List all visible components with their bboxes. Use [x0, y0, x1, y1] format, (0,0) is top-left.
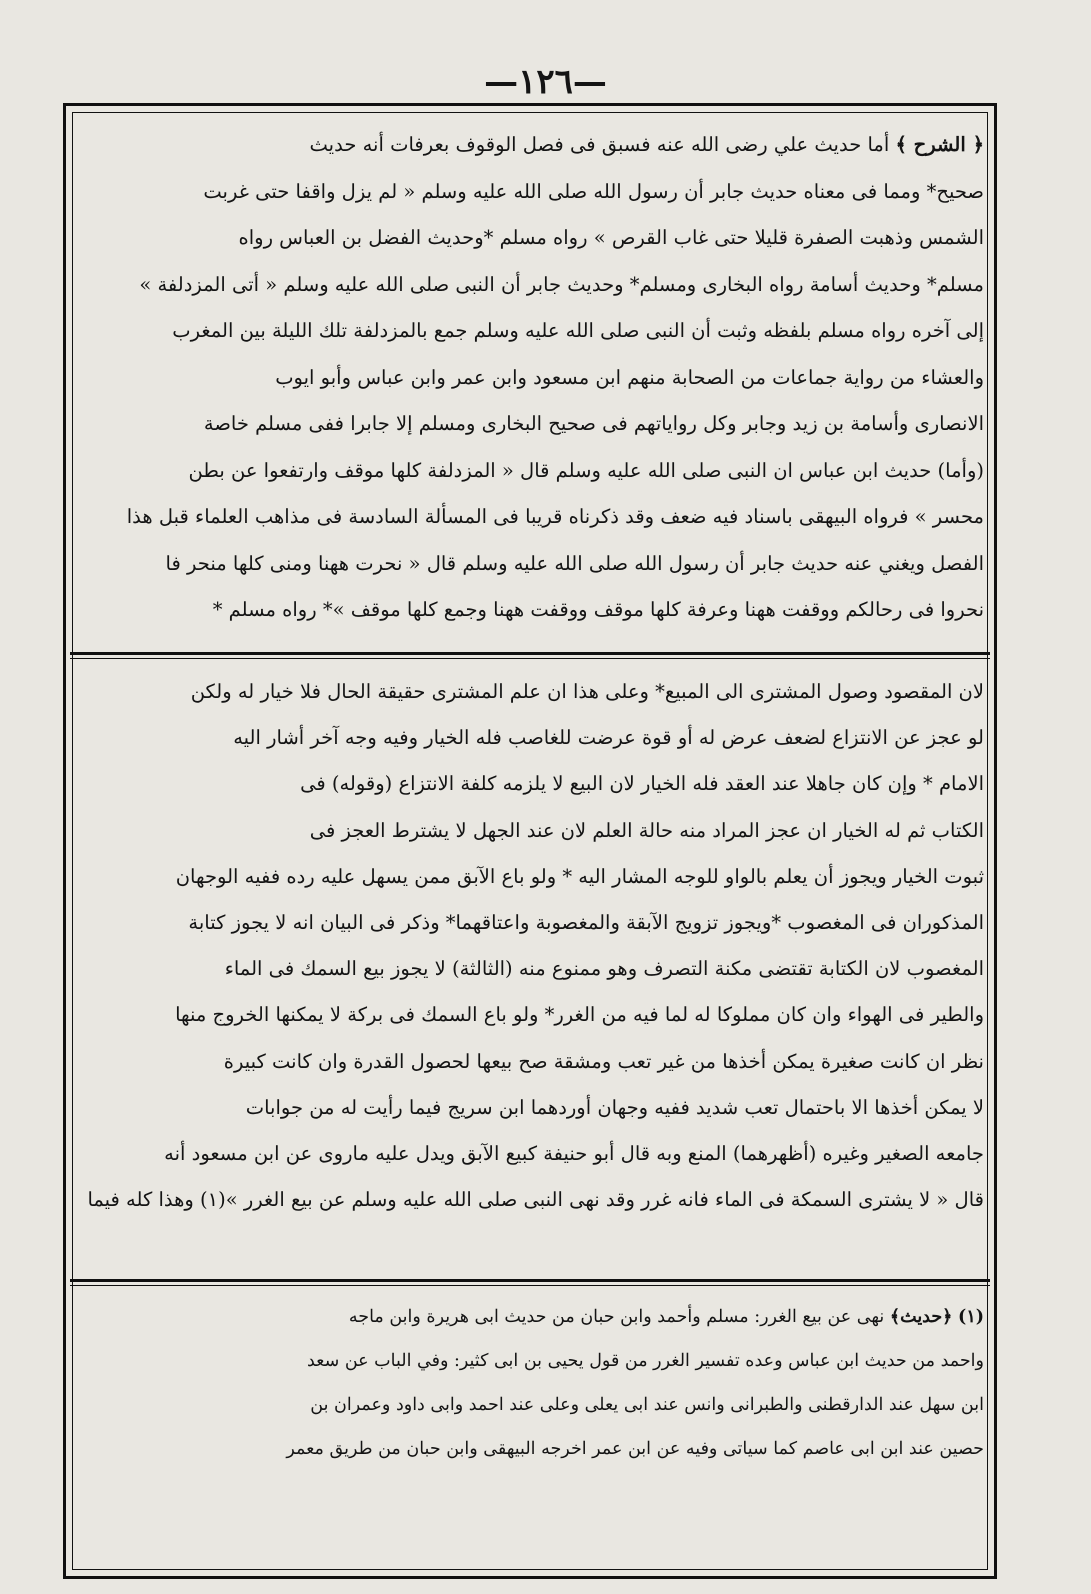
sharh-line-5: إلى آخره رواه مسلم بلفظه وثبت أن النبى صلى الله عليه وسلم جمع بالمزدلفة تلك الليلة بين المغرب — [172, 319, 984, 342]
main-line-5: ثبوت الخيار ويجوز أن يعلم بالواو للوجه المشار اليه * ولو باع الآبق ممن يسهل عليه رده ففيه الوجهان — [175, 864, 984, 888]
footnote-section — [76, 1295, 984, 1565]
sharh-line-7: الانصارى وأسامة بن زيد وجابر وكل رواياتهم فى صحيح البخارى ومسلم إلا جابرا ففى مسلم خاصة — [203, 412, 984, 435]
sharh-line-9: محسر » فرواه البيهقى باسناد فيه ضعف وقد ذكرناه قريبا فى المسألة السادسة فى مذاهب العلماء قبل هذا — [126, 505, 984, 528]
page-number: —١٢٦— — [484, 62, 607, 102]
page-frame — [63, 103, 997, 1579]
main-line-6: المذكوران فى المغصوب *ويجوز تزويج الآبقة والمغصوبة واعتاقهما* وذكر فى البيان انه لا يجوز كتابة — [188, 911, 984, 935]
main-line-3: الامام * وإن كان جاهلا عند العقد فله الخيار لان البيع لا يلزمه كلفة الانتزاع (وقوله) فى — [300, 772, 984, 796]
footnote-line-1: (١) ﴿حديث﴾ نهى عن بيع الغرر: مسلم وأحمد وابن حبان من حديث ابى هريرة وابن ماجه — [348, 1307, 984, 1327]
footnote-divider-thin — [70, 1285, 990, 1286]
sharh-line-8: (وأما) حديث ابن عباس ان النبى صلى الله عليه وسلم قال « المزدلفة كلها موقف وارتفعوا عن بطن — [188, 458, 984, 482]
sharh-line-10: الفصل ويغني عنه حديث جابر أن رسول الله صلى الله عليه وسلم قال « نحرت ههنا ومنى كلها منحر فا — [165, 551, 984, 575]
footnote-line-4: حصين عند ابن ابى عاصم كما سياتى وفيه عن ابن عمر اخرجه البيهقى وابن حبان من طريق معمر — [286, 1439, 984, 1459]
sharh-line-4: مسلم* وحديث أسامة رواه البخارى ومسلم* وحديث جابر أن النبى صلى الله عليه وسلم « أتى المزدلفة » — [139, 272, 984, 296]
sharh-line-3: الشمس وذهبت الصفرة قليلا حتى غاب القرص » رواه مسلم *وحديث الفضل بن العباس رواه — [238, 226, 984, 249]
footnote-marker: (١) — [958, 1307, 984, 1327]
section-divider-thick — [70, 652, 990, 655]
main-line-2: لو عجز عن الانتزاع لضعف عرض له أو قوة عرضت للغاصب فله الخيار وفيه وجه آخر أشار اليه — [233, 726, 984, 750]
main-line-4: الكتاب ثم له الخيار ان عجز المراد منه حالة العلم لان عند الجهل لا يشترط العجز فى — [309, 818, 984, 842]
sharh-section — [76, 122, 984, 637]
footnote-label: ﴿حديث﴾ — [889, 1307, 953, 1327]
footnote-line-2: واحمد من حديث ابن عباس وعده تفسير الغرر من قول يحيى بن ابى كثير: وفي الباب عن سعد — [306, 1351, 984, 1371]
main-line-11: جامعه الصغير وغيره (أظهرهما) المنع وبه قال أبو حنيفة كبيع الآبق ويدل عليه ماروى عن ابن مسعود أنه — [164, 1142, 984, 1166]
main-line-8: والطير فى الهواء وان كان مملوكا له لما فيه من الغرر* ولو باع السمك فى بركة لا يمكنها الخروج منها — [175, 1003, 984, 1027]
sharh-line-11: نحروا فى رحالكم ووقفت ههنا وعرفة كلها موقف ووقفت ههنا وجمع كلها موقف »* رواه مسلم * — [212, 598, 984, 621]
main-line-1: لان المقصود وصول المشترى الى المبيع* وعلى هذا ان علم المشترى حقيقة الحال فلا خيار له ولكن — [190, 680, 984, 703]
footnote-line-3: ابن سهل عند الدارقطنى والطبرانى وانس عند ابى يعلى وعلى عند احمد وابى داود وعمران بن — [310, 1395, 984, 1415]
main-text-section — [76, 669, 984, 1269]
footnote-divider-thick — [70, 1279, 990, 1282]
main-line-9: نظر ان كانت صغيرة يمكن أخذها من غير تعب ومشقة صح بيعها لحصول القدرة وان كانت كبيرة — [223, 1049, 984, 1073]
sharh-line-1: ﴿ الشرح ﴾ أما حديث علي رضى الله عنه فسبق فى فصل الوقوف بعرفات أنه حديث — [309, 133, 984, 156]
main-line-10: لا يمكن أخذها الا باحتمال تعب شديد ففيه وجهان أوردهما ابن سريج فيما رأيت له من جوابات — [245, 1095, 984, 1119]
main-line-12: قال « لا يشترى السمكة فى الماء فانه غرر وقد نهى النبى صلى الله عليه وسلم عن بيع الغرر »(١) وهذا كله فيما — [87, 1188, 984, 1212]
main-line-7: المغصوب لان الكتابة تقتضى مكنة التصرف وهو ممنوع منه (الثالثة) لا يجوز بيع السمك فى الماء — [224, 957, 984, 981]
sharh-line-2: صحيح* ومما فى معناه حديث جابر أن رسول الله صلى الله عليه وسلم « لم يزل واقفا حتى غربت — [203, 179, 984, 203]
sharh-line-6: والعشاء من رواية جماعات من الصحابة منهم ابن مسعود وابن عمر وابن عباس وأبو ايوب — [275, 365, 984, 389]
section-divider-thin — [70, 658, 990, 659]
sharh-heading: ﴿ الشرح ﴾ — [895, 133, 984, 156]
